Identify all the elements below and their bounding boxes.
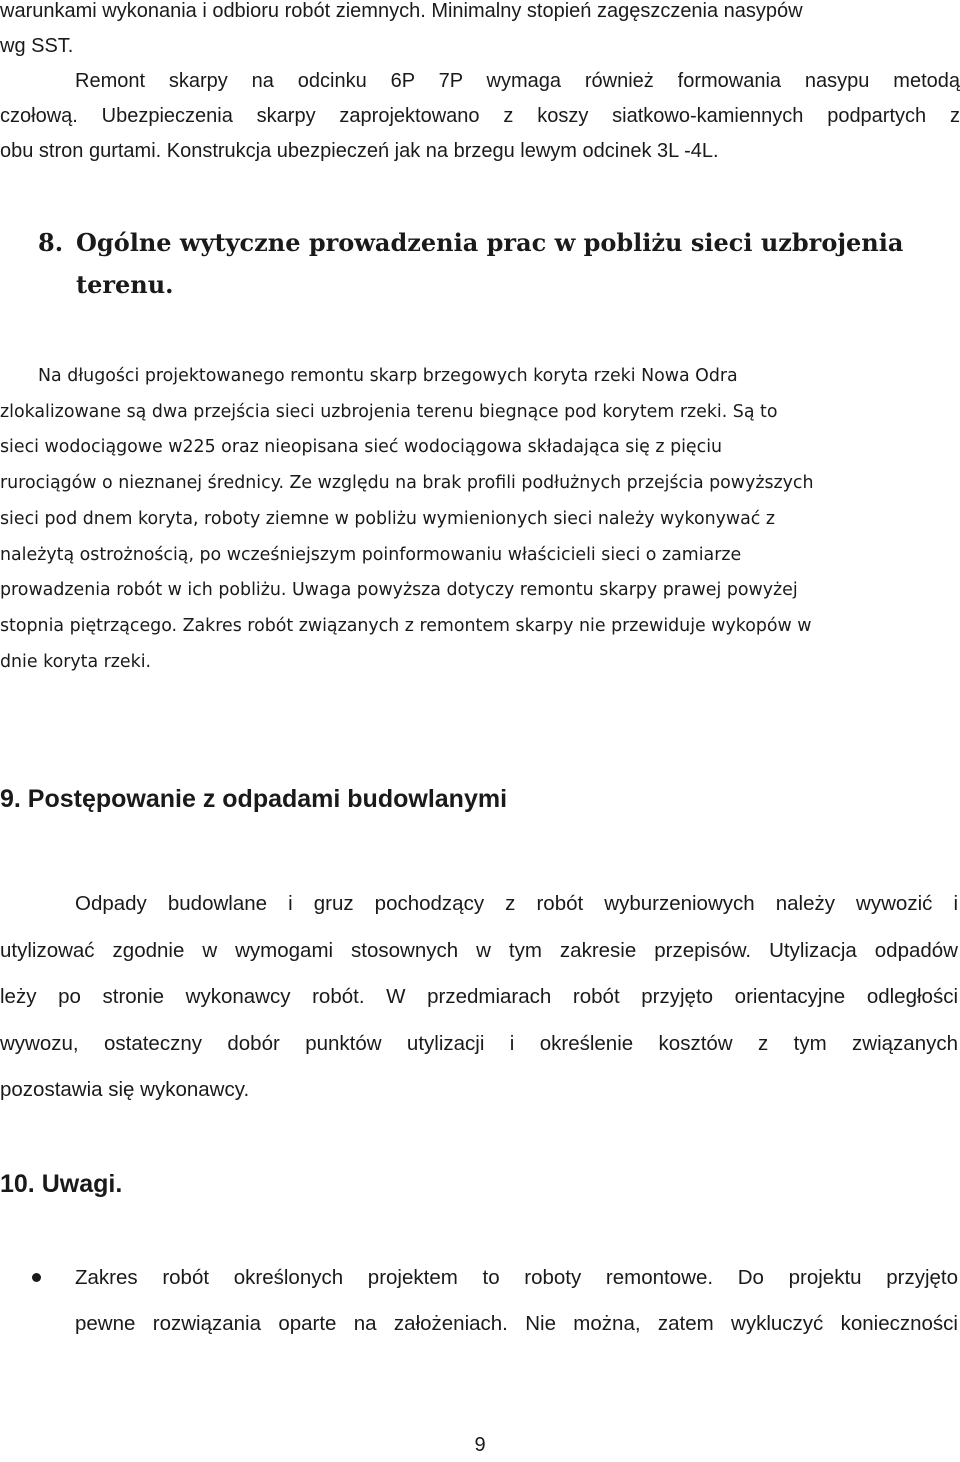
intro-line-4-text: czołową. Ubezpieczenia skarpy zaprojektowano z koszy siatkowo-kamiennych podpartych z (0, 105, 960, 127)
section-8-line: dnie koryta rzeki. (0, 651, 152, 672)
section-8-title-line-1: Ogólne wytyczne prowadzenia prac w pobliżu sieci uzbrojenia (76, 228, 904, 257)
intro-line-3 (0, 64, 960, 99)
section-8-line: Na długości projektowanego remontu skarp brzegowych koryta rzeki Nowa Odra (38, 366, 738, 386)
section-8-line: zlokalizowane są dwa przejścia sieci uzbrojenia terenu biegnące pod korytem rzeki. Są to (0, 401, 778, 422)
intro-line-2: wg SST. (0, 35, 74, 57)
intro-line-1: warunkami wykonania i odbioru robót ziemnych. Minimalny stopień zagęszczenia nasypów (0, 0, 803, 22)
intro-line-3-text: Remont skarpy na odcinku 6P 7P wymaga również formowania nasypu metodą (75, 70, 960, 92)
section-8-body (0, 359, 960, 680)
intro-paragraph-1 (0, 0, 960, 64)
section-8-line: sieci wodociągowe w225 oraz nieopisana sieć wodociągowa składająca się z pięciu (0, 437, 723, 458)
page-number: 9 (474, 1434, 486, 1456)
section-9-line: Odpady budowlane i gruz pochodzący z robót wyburzeniowych należy wywozić i (75, 892, 958, 915)
bullet-item (0, 1255, 958, 1347)
section-9-line: wywozu, ostateczny dobór punktów utylizacji i określenie kosztów z tym związanych (0, 1031, 958, 1055)
section-8-line: prowadzenia robót w ich pobliżu. Uwaga powyższa dotyczy remontu skarpy prawej powyżej (0, 580, 798, 601)
intro-line-5: obu stron gurtami. Konstrukcja ubezpieczeń jak na brzegu lewym odcinek 3L -4L. (0, 140, 719, 162)
bullet-icon (32, 1273, 41, 1282)
section-8-heading (38, 222, 903, 306)
section-9-heading: 9. Postępowanie z odpadami budowlanymi (0, 785, 508, 813)
section-8-title-line-2: terenu. (76, 270, 174, 299)
section-9-body (0, 881, 958, 1114)
section-10-bullet-list (0, 1255, 958, 1347)
section-9-line: leży po stronie wykonawcy robót. W przedmiarach robót przyjęto orientacyjne odległości (0, 985, 958, 1008)
section-8-line: należytą ostrożnością, po wcześniejszym poinformowaniu właścicieli sieci o zamiarze (0, 544, 742, 565)
section-8-line: sieci pod dnem koryta, roboty ziemne w pobliżu wymienionych sieci należy wykonywać z (0, 508, 776, 529)
section-9-line: pozostawia się wykonawcy. (0, 1078, 250, 1101)
bullet-line: pewne rozwiązania oparte na założeniach. Nie można, zatem wykluczyć konieczności (75, 1312, 958, 1335)
section-8-number: 8. (38, 228, 64, 257)
section-8-line: rurociągów o nieznanej średnicy. Ze względu na brak profili podłużnych przejścia powyższych (0, 473, 814, 494)
intro-paragraph-2 (0, 64, 960, 169)
bullet-line: Zakres robót określonych projektem to roboty remontowe. Do projektu przyjęto (75, 1266, 958, 1289)
intro-line-4 (0, 99, 960, 134)
section-10-heading: 10. Uwagi. (0, 1170, 123, 1198)
section-9-line: utylizować zgodnie w wymogami stosownych w tym zakresie przepisów. Utylizacja odpadów (0, 938, 958, 962)
section-8-line: stopnia piętrzącego. Zakres robót związanych z remontem skarpy nie przewiduje wykopów w (0, 615, 812, 636)
